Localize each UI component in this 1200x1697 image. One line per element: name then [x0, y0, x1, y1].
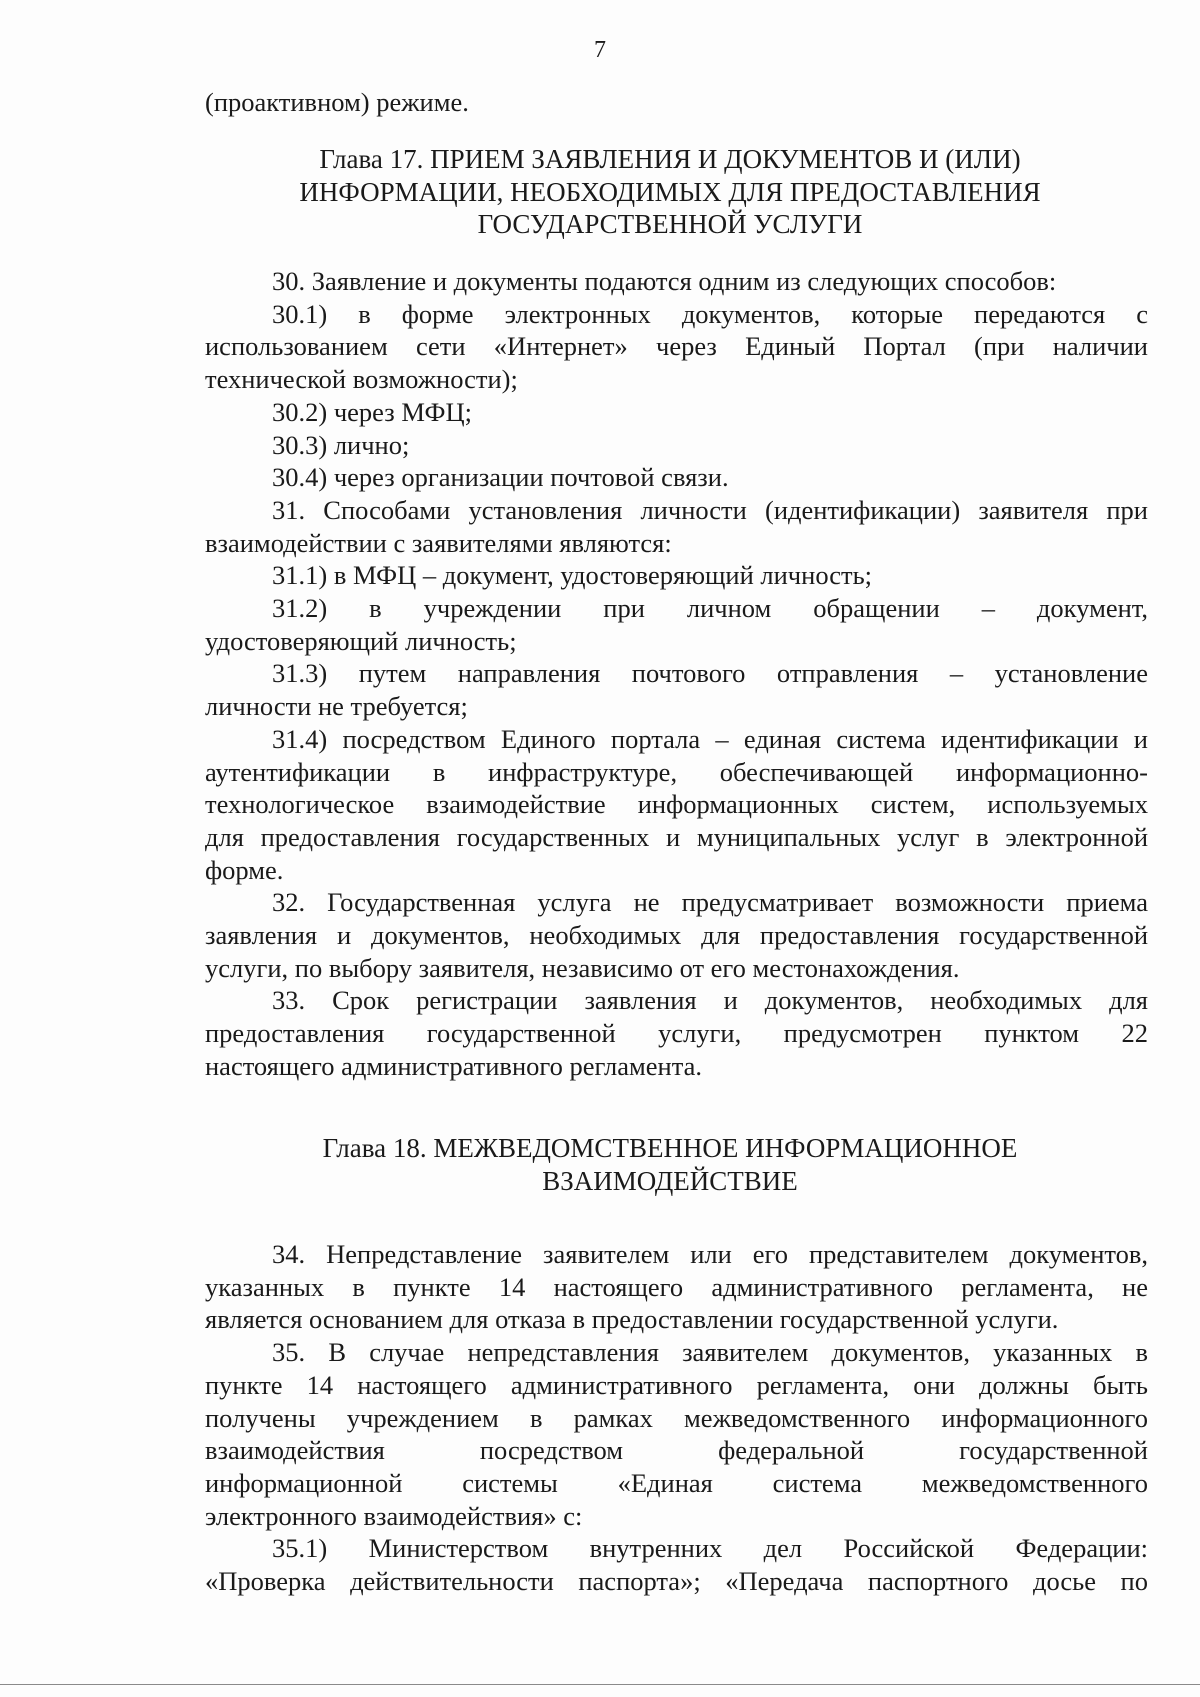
text-line: удостоверяющий личность;	[205, 625, 517, 656]
intro-text	[205, 86, 1148, 119]
text-line: аутентификации в инфраструктуре, обеспечивающей информационно-	[205, 756, 1148, 787]
text-line: заявления и документов, необходимых для предоставления государственной	[205, 920, 1148, 951]
heading-line: ВЗАИМОДЕЙСТВИЕ	[542, 1165, 798, 1196]
text-line: использованием сети «Интернет» через Единый Портал (при наличии	[205, 331, 1148, 362]
text-line: настоящего административного регламента.	[205, 1050, 702, 1081]
text-line: указанных в пункте 14 настоящего административного регламента, не	[205, 1271, 1148, 1302]
chapter-17-heading	[160, 143, 1180, 241]
paragraph-34: 34. Непредставление заявителем или его представителем документов,	[272, 1239, 1148, 1269]
text-line: взаимодействии с заявителями являются:	[205, 527, 672, 558]
text-line: личности не требуется;	[205, 691, 468, 722]
paragraph-31-4: 31.4) посредством Единого портала – единая система идентификации и	[272, 723, 1148, 754]
paragraph-30-2: 30.2) через МФЦ;	[272, 396, 472, 427]
text-line: услуги, по выбору заявителя, независимо от его местонахождения.	[205, 952, 960, 983]
text-line: предоставления государственной услуги, предусмотрен пунктом 22	[205, 1018, 1148, 1049]
heading-line: ИНФОРМАЦИИ, НЕОБХОДИМЫХ ДЛЯ ПРЕДОСТАВЛЕНИЯ	[299, 176, 1041, 207]
text-line: информационной системы «Единая система межведомственного	[205, 1467, 1148, 1498]
chapter-17-body	[205, 265, 1148, 1083]
text-line: (проактивном) режиме.	[205, 87, 469, 117]
text-line: технологическое взаимодействие информационных систем, используемых	[205, 789, 1148, 820]
text-line: является основанием для отказа в предоставлении государственной услуги.	[205, 1304, 1059, 1335]
text-line: «Проверка действительности паспорта»; «Передача паспортного досье по	[205, 1566, 1148, 1597]
paragraph-30: 30. Заявление и документы подаются одним из следующих способов:	[272, 266, 1057, 296]
paragraph-32: 32. Государственная услуга не предусматривает возможности приема	[272, 887, 1148, 918]
paragraph-35-1: 35.1) Министерством внутренних дел Российской Федерации:	[272, 1533, 1148, 1564]
paragraph-31-2: 31.2) в учреждении при личном обращении – документ,	[272, 593, 1148, 624]
heading-line: ГОСУДАРСТВЕННОЙ УСЛУГИ	[477, 209, 863, 239]
text-line: пункте 14 настоящего административного регламента, они должны быть	[205, 1369, 1148, 1400]
paragraph-35: 35. В случае непредставления заявителем документов, указанных в	[272, 1337, 1148, 1368]
text-line: электронного взаимодействия» с:	[205, 1500, 583, 1531]
chapter-18-body	[205, 1238, 1148, 1598]
paragraph-31-3: 31.3) путем направления почтового отправления – установление	[272, 658, 1148, 689]
text-line: получены учреждением в рамках межведомственного информационного	[205, 1402, 1148, 1433]
page-number: 7	[594, 37, 606, 63]
paragraph-33: 33. Срок регистрации заявления и документов, необходимых для	[272, 985, 1148, 1016]
text-line: технической возможности);	[205, 364, 518, 395]
heading-line: Глава 17. ПРИЕМ ЗАЯВЛЕНИЯ И ДОКУМЕНТОВ И (ИЛИ)	[319, 144, 1021, 174]
paragraph-30-1: 30.1) в форме электронных документов, которые передаются с	[272, 298, 1148, 329]
paragraph-30-4: 30.4) через организации почтовой связи.	[272, 462, 729, 493]
text-line: взаимодействия посредством федеральной государственной	[205, 1435, 1148, 1466]
text-line: для предоставления государственных и муниципальных услуг в электронной	[205, 821, 1148, 852]
paragraph-31-1: 31.1) в МФЦ – документ, удостоверяющий личность;	[272, 560, 873, 591]
heading-line: Глава 18. МЕЖВЕДОМСТВЕННОЕ ИНФОРМАЦИОННОЕ	[322, 1133, 1018, 1163]
text-line: форме.	[205, 854, 284, 885]
scan-edge-divider	[0, 1684, 1200, 1685]
paragraph-30-3: 30.3) лично;	[272, 429, 410, 460]
paragraph-31: 31. Способами установления личности (идентификации) заявителя при	[272, 494, 1148, 525]
chapter-18-heading	[160, 1132, 1180, 1197]
